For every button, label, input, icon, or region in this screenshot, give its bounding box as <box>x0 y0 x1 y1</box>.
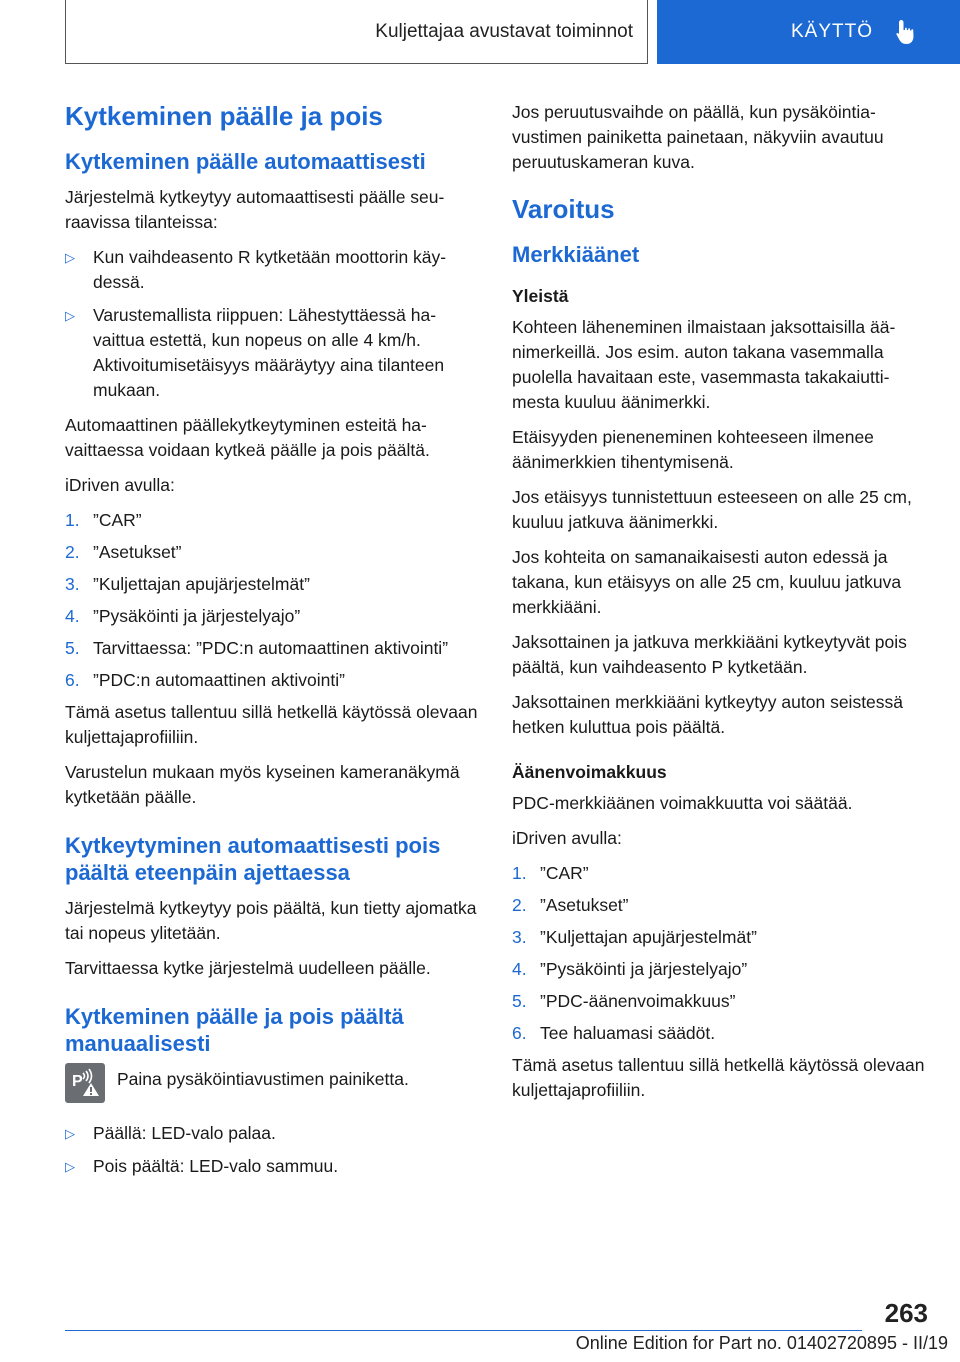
list-item: 3. ”Kuljettajan apujärjestelmät” <box>512 927 757 947</box>
triangle-bullet-icon: ▷ <box>65 250 75 265</box>
paragraph: Tämä asetus tallentuu sillä hetkellä käytössä olevaan kuljettajaprofiiliin. <box>65 702 478 747</box>
heading-auto-off: Kytkeytyminen automaattisesti pois päältä eteenpäin ajettaessa <box>65 833 441 885</box>
heading-warning: Varoitus <box>512 194 615 224</box>
heading-volume: Äänenvoimakkuus <box>512 762 667 782</box>
footer-divider <box>65 1330 862 1331</box>
paragraph: Jaksottainen merkkiääni kytkeytyy auton seistessä hetken kuluttua pois päältä. <box>512 692 904 737</box>
paragraph: Jos peruutusvaihde on päällä, kun pysäköintiavustimen painiketta painetaan, näkyviin avautuu peruutuskameran kuva. <box>512 102 884 172</box>
section-title-box <box>65 0 648 64</box>
list-item: 5. ”PDC-äänenvoimakkuus” <box>512 991 736 1011</box>
paragraph: Tämä asetus tallentuu sillä hetkellä käytössä olevaan kuljettajaprofiiliin. <box>512 1055 925 1100</box>
list-item: 2. ”Asetukset” <box>65 542 182 562</box>
heading-manual: Kytkeminen päälle ja pois päältä manuaalisesti <box>65 1004 404 1056</box>
list-item: 4. ”Pysäköinti ja järjestelyajo” <box>65 606 301 626</box>
paragraph: Varustelun mukaan myös kyseinen kameranäkymä kytketään päälle. <box>65 762 460 807</box>
page-number: 263 <box>884 1298 928 1328</box>
list-item: 1. ”CAR” <box>512 863 589 883</box>
bullet-list <box>65 245 480 403</box>
paragraph: Automaattinen päällekytkeytyminen esteitä havaittaessa voidaan kytkeä päälle ja pois päältä. <box>65 415 430 460</box>
bullet-list <box>65 1121 480 1179</box>
paragraph: PDC-merkkiäänen voimakkuutta voi säätää. <box>512 793 853 813</box>
list-item: 1. ”CAR” <box>65 510 142 530</box>
hand-pointer-icon <box>895 18 921 46</box>
paragraph: iDriven avulla: <box>512 828 622 848</box>
heading-auto-on: Kytkeminen päälle automaattisesti <box>65 149 426 174</box>
edition-text: Online Edition for Part no. 01402720895 - II/19 <box>575 1333 948 1353</box>
svg-text:P: P <box>72 1073 83 1090</box>
paragraph: Järjestelmä kytkeytyy pois päältä, kun tietty ajomatka tai nopeus ylitetään. <box>65 898 477 943</box>
paragraph: Järjestelmä kytkeytyy automaattisesti päälle seuraavissa tilanteissa: <box>65 187 445 232</box>
list-item: 4. ”Pysäköinti ja järjestelyajo” <box>512 959 748 979</box>
paragraph: Jaksottainen ja jatkuva merkkiääni kytkeytyvät pois päältä, kun vaihdeasento P kytketään. <box>512 632 907 677</box>
list-item: 6. ”PDC:n automaattinen aktivointi” <box>65 670 345 690</box>
paragraph: iDriven avulla: <box>65 475 175 495</box>
heading-beeps: Merkkiäänet <box>512 242 640 267</box>
footer-edition <box>0 1333 948 1354</box>
triangle-bullet-icon: ▷ <box>65 1159 75 1174</box>
paragraph: Jos etäisyys tunnistettuun esteeseen on alle 25 cm, kuuluu jatkuva äänimerkki. <box>512 487 912 532</box>
section-title: Kuljettajaa avustavat toiminnot <box>375 20 633 42</box>
paragraph: Jos kohteita on samanaikaisesti auton edessä ja takana, kun etäisyys on alle 25 cm, kuuluu jatkuva merkkiääni. <box>512 547 902 617</box>
paragraph: Etäisyyden pieneneminen kohteeseen ilmenee äänimerkkien tihentymisenä. <box>512 427 874 472</box>
list-item: ▷ Varustemallista riippuen: Lähestyttäessä havaittua estettä, kun nopeus on alle 4 km/h. Aktivoitumisetäisyys määräytyy aina tilanteen mukaan. <box>65 305 445 400</box>
numbered-list <box>512 861 930 1046</box>
paragraph: Paina pysäköintiavustimen painiketta. <box>117 1069 409 1089</box>
triangle-bullet-icon: ▷ <box>65 1126 75 1141</box>
button-instruction <box>65 1067 480 1103</box>
heading-general: Yleistä <box>512 286 569 306</box>
list-item: 6. Tee haluamasi säädöt. <box>512 1023 716 1043</box>
paragraph: Tarvittaessa kytke järjestelmä uudelleen päälle. <box>65 958 431 978</box>
list-item: 5. Tarvittaessa: ”PDC:n automaattinen aktivointi” <box>65 638 449 658</box>
right-column <box>512 100 930 1113</box>
page-header <box>0 0 960 66</box>
list-item: ▷ Pois päältä: LED-valo sammuu. <box>65 1154 480 1179</box>
list-item: 3. ”Kuljettajan apujärjestelmät” <box>65 574 310 594</box>
chapter-title: KÄYTTÖ <box>791 21 874 42</box>
list-item: ▷ Kun vaihdeasento R kytketään moottorin käydessä. <box>65 247 447 292</box>
numbered-list <box>65 508 480 693</box>
paragraph: Kohteen läheneminen ilmaistaan jaksottaisilla äänimerkeillä. Jos esim. auton takana vasemmalla puolella havaitaan este, vasemmasta takakaiuttimesta kuuluu äänimerkki. <box>512 317 896 412</box>
parking-assist-button-icon <box>65 1063 105 1103</box>
list-item: ▷ Päällä: LED-valo palaa. <box>65 1121 480 1146</box>
chapter-tab <box>657 0 960 64</box>
triangle-bullet-icon: ▷ <box>65 308 75 323</box>
list-item: 2. ”Asetukset” <box>512 895 629 915</box>
left-column <box>65 100 480 1189</box>
heading-switch-on-off: Kytkeminen päälle ja pois <box>65 101 383 131</box>
